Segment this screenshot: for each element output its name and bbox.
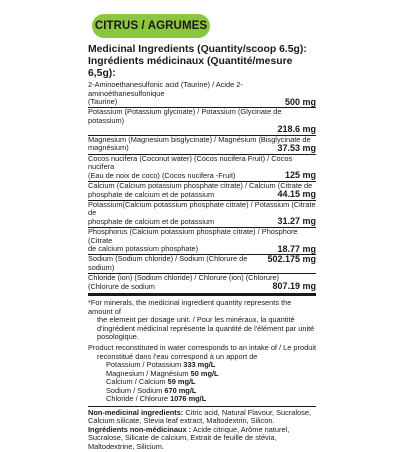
ingredient-row (88, 274, 316, 292)
divider-thick (88, 293, 316, 296)
ingredient-line: Magnesium (Magnesium bisglycinate) / Magnésium (Bisglycinate de (88, 134, 311, 144)
concentration-row: Magnesium / Magnésium 50 mg/L (106, 368, 219, 378)
non-medicinal-en: Non-medicinal ingredients: Citric acid, Natural Flavour, Sucralose, Calcium silicate, Stevia leaf extract, Maltodextrin, Silicon. (88, 407, 312, 426)
ingredient-row (88, 136, 316, 155)
ingredient-amount: 125 mg (284, 170, 316, 181)
ingredient-line: Cocos nucifera (Coconut water) (Cocos nucifera Fruit) / Cocos nucifera (88, 153, 293, 172)
ingredient-amount: 218.6 mg (277, 124, 316, 135)
ingredient-row (88, 108, 316, 135)
ingredient-line: Potassium(Calcium potassium phosphate citrate) / Potassium (Citrate de (88, 199, 316, 218)
ingredient-line: Phosphorus (Calcium potassium phosphate citrate) / Phosphore (Citrate (88, 227, 298, 245)
ingredient-row (88, 182, 316, 201)
ingredient-amount: 502.175 mg (267, 254, 316, 265)
heading-fr: Ingrédients médicinaux (Quantité/mesure 6,5g): (88, 56, 293, 79)
ingredient-amount: 37.53 mg (277, 142, 316, 153)
divider (88, 406, 316, 407)
concentration-list (88, 361, 316, 404)
ingredient-amount: 807.19 mg (272, 281, 316, 292)
ingredient-amount: 500 mg (284, 96, 316, 107)
concentration-row: Potassium / Potassium 333 mg/L (106, 360, 216, 370)
ingredient-line: de calcium potassium phosphate) (88, 244, 199, 254)
ingredient-row (88, 255, 316, 274)
flavour-badge: CITRUS / AGRUMES (92, 14, 210, 38)
concentration-row: Chloride / Chlorure 1076 mg/L (106, 394, 207, 404)
ingredient-line: (Chlorure de sodium (88, 281, 155, 291)
ingredient-line: (Taurine) (88, 97, 118, 107)
non-medicinal-fr: Ingrédients non-médicinaux : Acide citrique, Arôme naturel, Sucralose, Silicate de calcium, Extrait de feuille de stévia, Maltodextrine, Silicium. (88, 424, 290, 452)
concentration-row: Sodium / Sodium 670 mg/L (106, 385, 197, 395)
ingredient-line: 2-Aminoethanesulfonic acid (Taurine) / Acide 2-aminoéthanesulfonique (88, 80, 243, 98)
ingredient-amount: 18.77 mg (277, 243, 316, 254)
ingredient-row (88, 155, 316, 182)
ingredient-line: Sodium (Sodium chloride) / Sodium (Chlorure de sodium) (88, 254, 248, 273)
ingredient-line: Potassium (Potassium glycinate) / Potassium (Glycinate de potassium) (88, 107, 282, 125)
notes (88, 299, 316, 361)
ingredient-amount: 31.27 mg (277, 216, 316, 227)
ingredient-line: (Eau de noix de coco) (Cocos nucifera -Fruit) (88, 170, 236, 180)
ingredient-label (88, 44, 316, 452)
ingredient-line: Chloride (ion) (Sodium chloride) / Chlorure (ion) (Chlorure) (88, 273, 279, 283)
ingredient-row (88, 201, 316, 228)
ingredient-line: phosphate de calcium et de potassium (88, 189, 215, 199)
note-water: Product reconstituted in water corresponds to an intake of / Le produit reconstitué dans l'eau correspond à un apport de (88, 342, 317, 361)
ingredient-amount: 44.15 mg (277, 189, 316, 200)
ingredient-line: Calcium (Calcium potassium phosphate citrate) / Calcium (Citrate de (88, 180, 313, 190)
concentration-row: Calcium / Calcium 59 mg/L (106, 377, 196, 387)
ingredient-list (88, 81, 316, 292)
ingredient-row (88, 81, 316, 108)
ingredient-row (88, 228, 316, 255)
heading-en: Medicinal Ingredients (Quantity/scoop 6.5g): (88, 44, 307, 55)
non-medicinal-ingredients (88, 409, 316, 452)
ingredient-line: phosphate de calcium et de potassium (88, 216, 215, 226)
ingredient-line: magnésium) (88, 143, 129, 153)
note-minerals: *For minerals, the medicinal ingredient quantity represents the amount of the element per dosage unit. / Pour les minéraux, la quantité d'ingrédient médicinal représente la quantité de l'élément par unité posologique. (88, 298, 315, 342)
